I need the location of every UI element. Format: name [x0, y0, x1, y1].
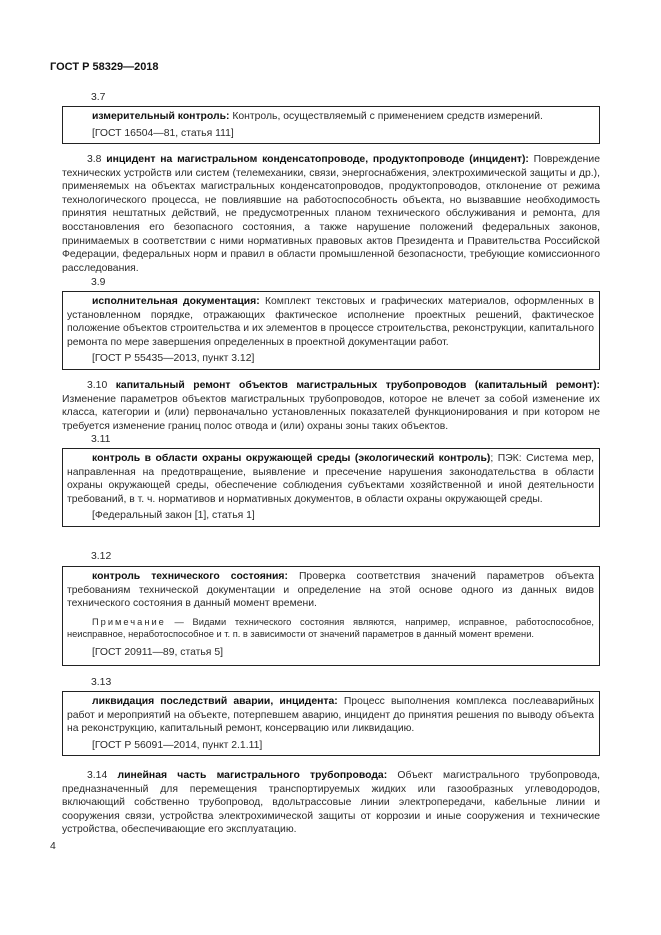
term-definition: [62, 153, 600, 275]
term-title: капитальный ремонт объектов магистральных трубопроводов (капитальный ремонт):: [115, 380, 600, 391]
term-number: 3.13: [91, 677, 112, 688]
term-number: 3.7: [91, 92, 106, 103]
note-text: — Видами технического состояния являются, например, исправное, работоспособное, неисправное, неработоспособное и т. п. в зависимости от значений параметров в данный момент времени.: [67, 616, 594, 640]
term-box-3-9: [62, 291, 600, 370]
term-source: [ГОСТ 16504—81, статья 111]: [92, 127, 234, 139]
term-text: Комплект текстовых и графических материалов, оформленных в установленном порядке, отражающих фактическое исполнение проектных решений, фактическое положение объектов строительства и их элементов в процессе строительства, реконструкции, капитального ремонта по мере завершения определенных в проектной документации работ.: [67, 296, 594, 348]
term-number: 3.10: [87, 380, 108, 391]
document-header: ГОСТ Р 58329—2018: [50, 61, 159, 73]
term-definition: [67, 110, 594, 124]
term-source: [Федеральный закон [1], статья 1]: [92, 510, 255, 522]
term-box-3-7: [62, 106, 600, 144]
note-label: Примечание: [92, 616, 166, 627]
term-3-8: [62, 153, 600, 275]
term-title: контроль в области охраны окружающей среды (экологический контроль): [92, 453, 491, 464]
term-definition: [62, 379, 600, 433]
term-number: 3.11: [91, 434, 111, 445]
term-definition: [67, 570, 594, 611]
term-title: инцидент на магистральном конденсатопроводе, продуктопроводе (инцидент):: [106, 154, 529, 165]
term-title: линейная часть магистрального трубопровода:: [117, 770, 388, 781]
term-title: ликвидация последствий аварии, инцидента:: [92, 696, 338, 707]
term-source: [ГОСТ Р 56091—2014, пункт 2.1.11]: [92, 739, 263, 751]
term-text: ; ПЭК: Система мер, направленная на предотвращение, выявление и пресечение нарушения законодательства в области охраны окружающей среды, обеспечение соблюдения субъектами хозяйственной и иной деятельности требований, в т. ч. нормативов и нормативных документов, в области охраны окружающей среды.: [67, 453, 595, 505]
term-number: 3.14: [87, 770, 108, 781]
term-3-14: [62, 769, 600, 837]
term-box-3-11: [62, 448, 600, 527]
term-definition: [67, 695, 594, 736]
term-3-10: [62, 379, 600, 433]
term-source: [ГОСТ 20911—89, статья 5]: [92, 646, 223, 658]
term-note: [67, 616, 594, 641]
term-source: [ГОСТ Р 55435—2013, пункт 3.12]: [92, 353, 255, 365]
term-number: 3.8: [87, 154, 102, 165]
term-text: Изменение параметров объектов магистральных трубопроводов, которое не влечет за собой изменение их класса, категории и (или) первоначально установленных показателей функционирования и при котором не требуется изменение границ полос отвода и (или) охраны зоны таких объектов.: [62, 393, 600, 432]
term-definition: [67, 452, 594, 506]
term-text: Контроль, осуществляемый с применением средств измерений.: [229, 111, 543, 122]
term-number: 3.12: [91, 551, 112, 562]
term-title: измерительный контроль:: [92, 111, 230, 122]
term-title: контроль технического состояния:: [92, 571, 288, 582]
term-number: 3.9: [91, 277, 106, 288]
term-box-3-13: [62, 691, 600, 756]
term-text: Процесс выполнения комплекса послеаварийных работ и мероприятий на объекте, потерпевшем аварию, инцидент до принятия решения по выводу объекта на реконструкцию, капитальный ремонт, консервацию или ликвидацию.: [67, 696, 594, 735]
term-box-3-12: [62, 566, 600, 666]
term-title: исполнительная документация:: [92, 296, 260, 307]
term-text: Проверка соответствия значений параметров объекта требованиям технической документации и определение на этой основе одного из данных видов технического состояния в данный момент времени.: [67, 571, 594, 610]
term-text: Объект магистрального трубопровода, предназначенный для перемещения транспортируемых жидких или газообразных углеводородов, включающий собственно трубопровод, вдольтрассовые линии электропередачи, кабельные линии и сооружения связи, устройства электрохимической защиты от коррозии и иные сооружения и технические устройства, обеспечивающие его эксплуатацию.: [62, 770, 600, 836]
term-text: Повреждение технических устройств или систем (телемеханики, связи, энергоснабжения, электрохимической защиты и др.), применяемых на объектах магистральных конденсатопроводов, продуктопроводов, отклонение от режима технологического процесса, не повлиявшие на работоспособность объекта, но вызвавшие необходимость принятия нештатных действий, не предусмотренных планом технического обслуживания и ремонта, для восстановления его безопасного состояния, а также нарушение положений федеральных законов, принимаемых в соответствии с ними нормативных правовых актов Президента и Правительства Российской Федерации, федеральных норм и правил в области промышленной безопасности, требующие комиссионного расследования.: [62, 154, 600, 274]
page-number: 4: [50, 841, 56, 852]
term-definition: [62, 769, 600, 837]
term-definition: [67, 295, 594, 349]
